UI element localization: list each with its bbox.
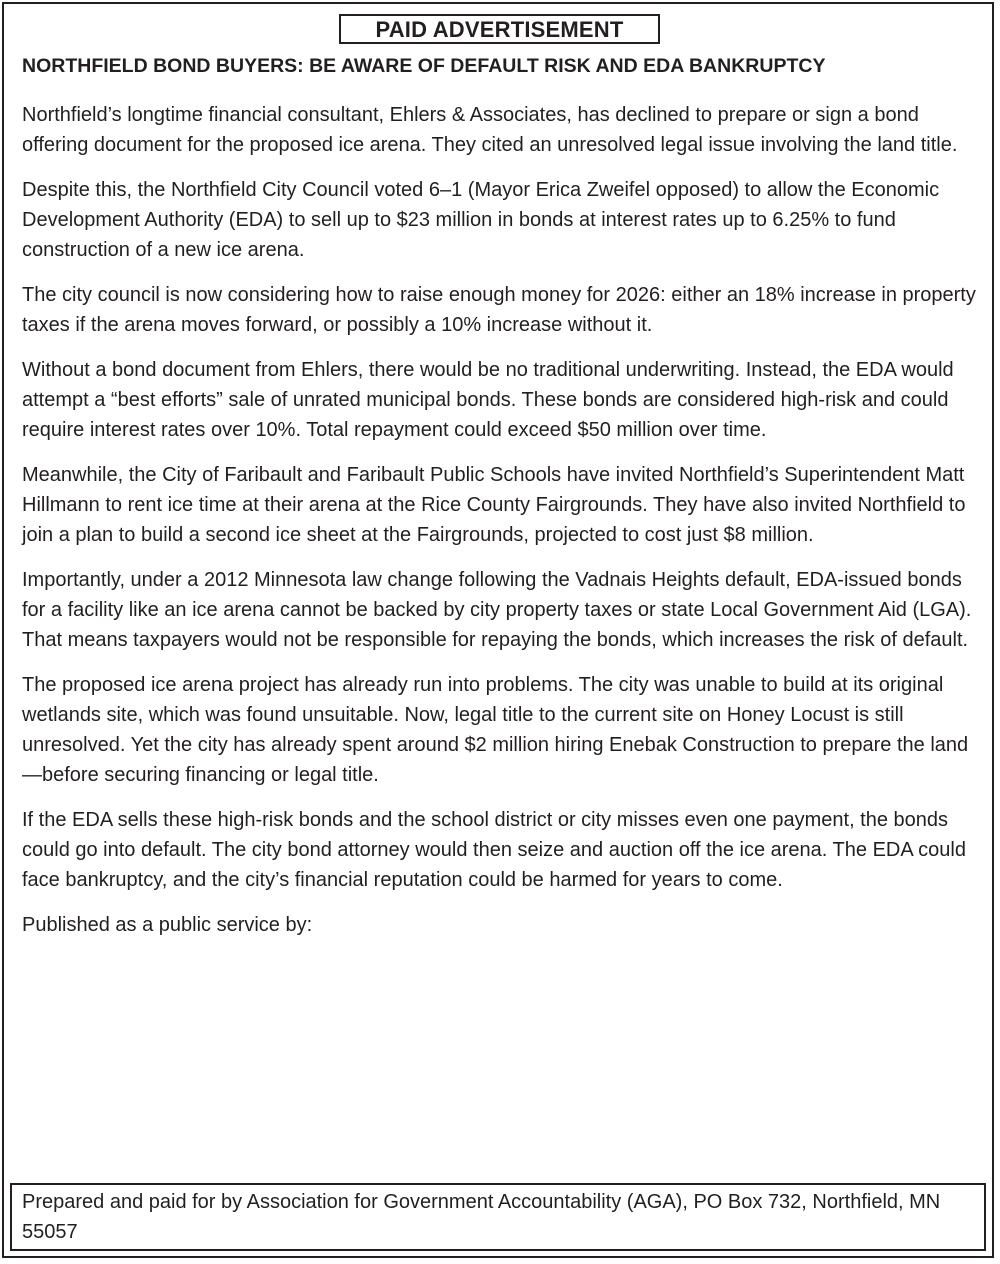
headline: NORTHFIELD BOND BUYERS: BE AWARE OF DEFAULT RISK AND EDA BANKRUPTCY (22, 55, 826, 77)
paragraph-property-taxes: The city council is now considering how to raise enough money for 2026: either an 18% increase in property taxes if the arena moves forward, or possibly a 10% increase without it. (22, 284, 976, 336)
paragraph-project-problems: The proposed ice arena project has already run into problems. The city was unable to build at its original wetlands site, which was found unsuitable. Now, legal title to the current site on Honey Locust is still unresolved. Yet the city has already spent around $2 million hiring Enebak Construction to prepare the land—before securing financing or legal title. (22, 674, 969, 786)
paid-advertisement-label: PAID ADVERTISEMENT (339, 14, 660, 44)
paragraph-underwriting: Without a bond document from Ehlers, there would be no traditional underwriting. Instead, the EDA would attempt a “best efforts” sale of unrated municipal bonds. These bonds are considered high-risk and could require interest rates over 10%. Total repayment could exceed $50 million over time. (22, 359, 954, 441)
paragraph-minnesota-law: Importantly, under a 2012 Minnesota law change following the Vadnais Heights default, EDA-issued bonds for a facility like an ice arena cannot be backed by city property taxes or state Local Government Aid (LGA). That means taxpayers would not be responsible for repaying the bonds, which increases the risk of default. (22, 569, 972, 651)
paragraph-published-by: Published as a public service by: (22, 914, 313, 936)
paragraph-faribault-invite: Meanwhile, the City of Faribault and Faribault Public Schools have invited Northfield’s Superintendent Matt Hillmann to rent ice time at their arena at the Rice County Fairgrounds. They have also invited Northfield to join a plan to build a second ice sheet at the Fairgrounds, projected to cost just $8 million. (22, 464, 966, 546)
paragraph-default-risk: If the EDA sells these high-risk bonds and the school district or city misses even one payment, the bonds could go into default. The city bond attorney would then seize and auction off the ice arena. The EDA could face bankruptcy, and the city’s financial reputation could be harmed for years to come. (22, 809, 966, 891)
disclaimer-footer: Prepared and paid for by Association for Government Accountability (AGA), PO Box 732, Northfield, MN 55057 (10, 1183, 986, 1251)
article-body (22, 100, 982, 955)
paragraph-ehlers-declined: Northfield’s longtime financial consultant, Ehlers & Associates, has declined to prepare or sign a bond offering document for the proposed ice arena. They cited an unresolved legal issue involving the land title. (22, 104, 958, 156)
paragraph-council-vote: Despite this, the Northfield City Council voted 6–1 (Mayor Erica Zweifel opposed) to allow the Economic Development Authority (EDA) to sell up to $23 million in bonds at interest rates up to 6.25% to fund construction of a new ice arena. (22, 179, 940, 261)
